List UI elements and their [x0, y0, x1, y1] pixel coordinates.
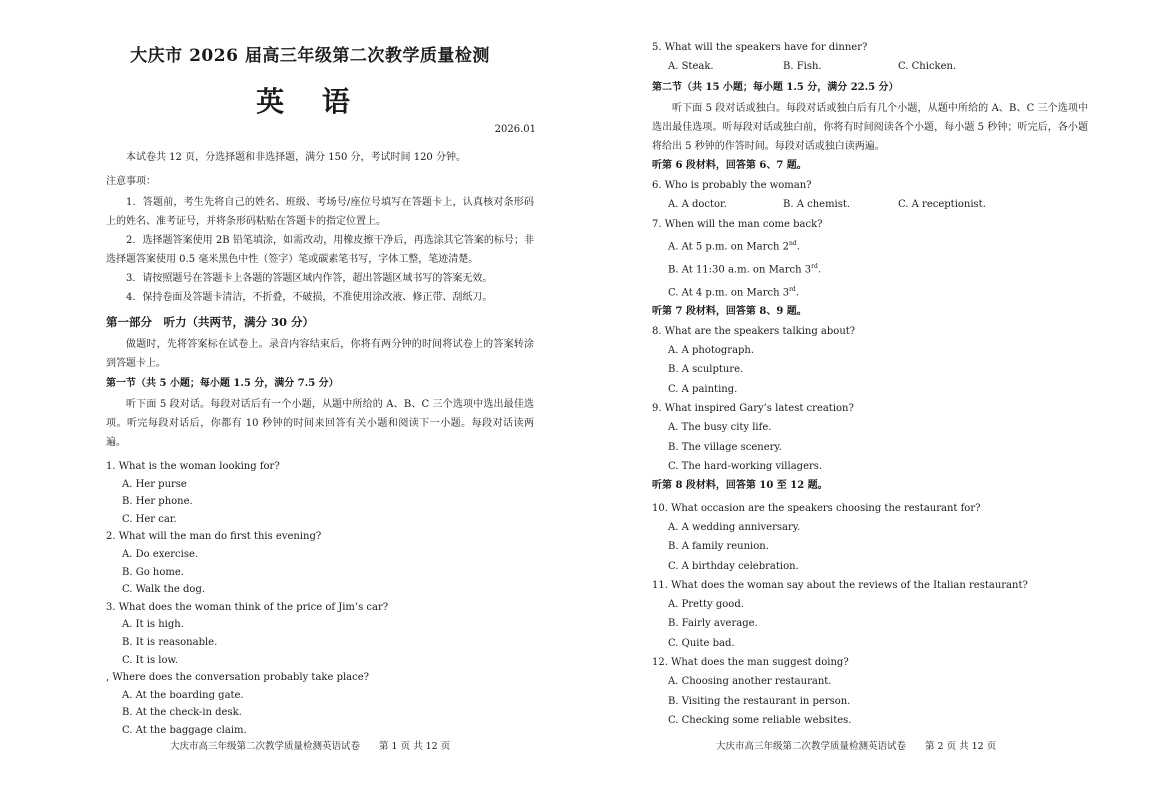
option-a: A. At 5 p.m. on March 2nd. — [668, 240, 800, 253]
option-b: B. A sculpture. — [668, 364, 744, 376]
option-b: B. Her phone. — [122, 496, 193, 508]
question-stem: 3. What does the woman think of the price of Jim’s car? — [106, 601, 389, 613]
option-c: C. The hard-working villagers. — [668, 460, 823, 472]
question-7-stem: 7. When will the man come back? — [652, 219, 823, 231]
option-c: C. Quite bad. — [668, 637, 735, 649]
question-5-options — [652, 57, 1088, 77]
option-b: B. Fairly average. — [668, 618, 758, 630]
option-c: C. Chicken. — [898, 61, 957, 73]
note-item: 3．请按照题号在答题卡上各题的答题区域内作答，超出答题区域书写的答案无效。 — [126, 273, 493, 284]
subject-title: 英 语 — [256, 85, 364, 118]
option-a: A. Her purse — [122, 478, 187, 490]
option-a: A. A photograph. — [668, 345, 755, 357]
option-a: A. At the boarding gate. — [122, 689, 244, 701]
option-b: B. The village scenery. — [668, 441, 782, 453]
option-c: C. A birthday celebration. — [668, 560, 799, 572]
option-c: C. Walk the dog. — [122, 584, 206, 596]
material-6-heading: 听第 6 段材料，回答第 6、7 题。 — [652, 160, 807, 172]
option-b: B. At the check-in desk. — [122, 707, 242, 719]
option-c: C. Her car. — [122, 513, 177, 525]
note-item: 2．选择题答案使用 2B 铅笔填涂，如需改动，用橡皮擦干净后，再选涂其它答案的标号；非选择题答案使用 0.5 毫米黑色中性（签字）笔或碳素笔书写，字体工整，笔迹清楚。 — [106, 235, 534, 265]
option-c: C. It is low. — [122, 654, 179, 666]
question-2 — [106, 528, 534, 598]
page-1-content — [106, 148, 534, 740]
notes-title: 注意事项： — [106, 176, 156, 187]
option-a: A. The busy city life. — [668, 422, 772, 434]
option-a: A. A doctor. — [668, 199, 727, 211]
exam-title: 大庆市 2026 届高三年级第二次教学质量检测 — [130, 46, 490, 66]
exam-page-2 — [586, 0, 1173, 797]
page-footer: 大庆市高三年级第二次教学质量检测英语试卷 第 1 页 共 12 页 — [170, 741, 451, 752]
section1-instructions: 听下面 5 段对话。每段对话后有一个小题，从题中所给的 A、B、C 三个选项中选出最佳选项。听完每段对话后，你都有 10 秒钟的时间来回答有关小题和阅读下一小题。每段对话读两遍。 — [106, 399, 534, 448]
question-stem: , Where does the conversation probably take place? — [106, 672, 370, 684]
question-stem: 1. What is the woman looking for? — [106, 461, 280, 472]
exam-intro: 本试卷共 12 页，分选择题和非选择题，满分 150 分，考试时间 120 分钟。 — [126, 152, 466, 163]
question-8-stem: 8. What are the speakers talking about? — [652, 325, 856, 337]
question-4 — [106, 669, 534, 739]
option-a: A. A wedding anniversary. — [668, 521, 801, 533]
question-6-stem: 6. Who is probably the woman? — [652, 179, 812, 191]
page-2-content — [652, 38, 1088, 730]
option-c: C. A painting. — [668, 383, 738, 395]
question-3 — [106, 599, 534, 669]
exam-date: 2026.01 — [494, 124, 536, 135]
part1-instructions: 做题时，先将答案标在试卷上。录音内容结束后，你将有两分钟的时间将试卷上的答案转涂到答题卡上。 — [106, 339, 534, 369]
option-c: C. A receptionist. — [898, 199, 986, 211]
material-8-heading: 听第 8 段材料，回答第 10 至 12 题。 — [652, 480, 828, 492]
option-b: B. Fish. — [783, 61, 822, 73]
exam-page-1 — [0, 0, 586, 797]
option-c: C. Checking some reliable websites. — [668, 714, 852, 726]
option-c: C. At the baggage claim. — [122, 724, 247, 736]
question-5-stem: 5. What will the speakers have for dinner? — [652, 42, 868, 53]
question-11-stem: 11. What does the woman say about the reviews of the Italian restaurant? — [652, 579, 1028, 591]
page-footer: 大庆市高三年级第二次教学质量检测英语试卷 第 2 页 共 12 页 — [716, 741, 997, 752]
question-10-stem: 10. What occasion are the speakers choosing the restaurant for? — [652, 502, 981, 514]
option-a: A. Do exercise. — [122, 548, 199, 560]
question-12-stem: 12. What does the man suggest doing? — [652, 657, 849, 669]
option-a: A. It is high. — [122, 619, 184, 631]
question-stem: 2. What will the man do first this evening? — [106, 531, 322, 543]
option-b: B. Go home. — [122, 566, 184, 578]
section2-instructions: 听下面 5 段对话或独白。每段对话或独白后有几个小题，从题中所给的 A、B、C 三个选项中选出最佳选项。听每段对话或独白前，你将有时间阅读各个小题，每小题 5 秒钟；听完后，各小题将给出 5 秒钟的作答时间。每段对话或独白读两遍。 — [652, 103, 1088, 153]
option-a: A. Pretty good. — [668, 599, 744, 611]
question-6-options — [652, 195, 1088, 215]
note-item: 4．保持卷面及答题卡清洁，不折叠，不破损，不准使用涂改液、修正带、刮纸刀。 — [126, 292, 493, 303]
part1-title: 第一部分 听力（共两节，满分 30 分） — [106, 315, 315, 329]
option-b: B. A family reunion. — [668, 541, 769, 553]
section2-title: 第二节（共 15 小题；每小题 1.5 分，满分 22.5 分） — [652, 82, 899, 94]
option-b: B. It is reasonable. — [122, 636, 218, 648]
option-b: B. Visiting the restaurant in person. — [668, 695, 851, 707]
option-c: C. At 4 p.m. on March 3rd. — [668, 285, 799, 298]
question-9-stem: 9. What inspired Gary’s latest creation? — [652, 402, 854, 414]
question-1 — [106, 458, 534, 528]
option-a: A. Choosing another restaurant. — [668, 676, 832, 688]
option-a: A. Steak. — [668, 61, 714, 73]
option-b: B. A chemist. — [783, 199, 851, 211]
section1-title: 第一节（共 5 小题；每小题 1.5 分，满分 7.5 分） — [106, 378, 339, 389]
option-b: B. At 11:30 a.m. on March 3rd. — [668, 263, 822, 276]
note-item: 1．答题前，考生先将自己的姓名、班级、考场号/座位号填写在答题卡上，认真核对条形码上的姓名、准考证号，并将条形码粘贴在答题卡的指定位置上。 — [106, 197, 534, 227]
material-7-heading: 听第 7 段材料，回答第 8、9 题。 — [652, 306, 807, 318]
